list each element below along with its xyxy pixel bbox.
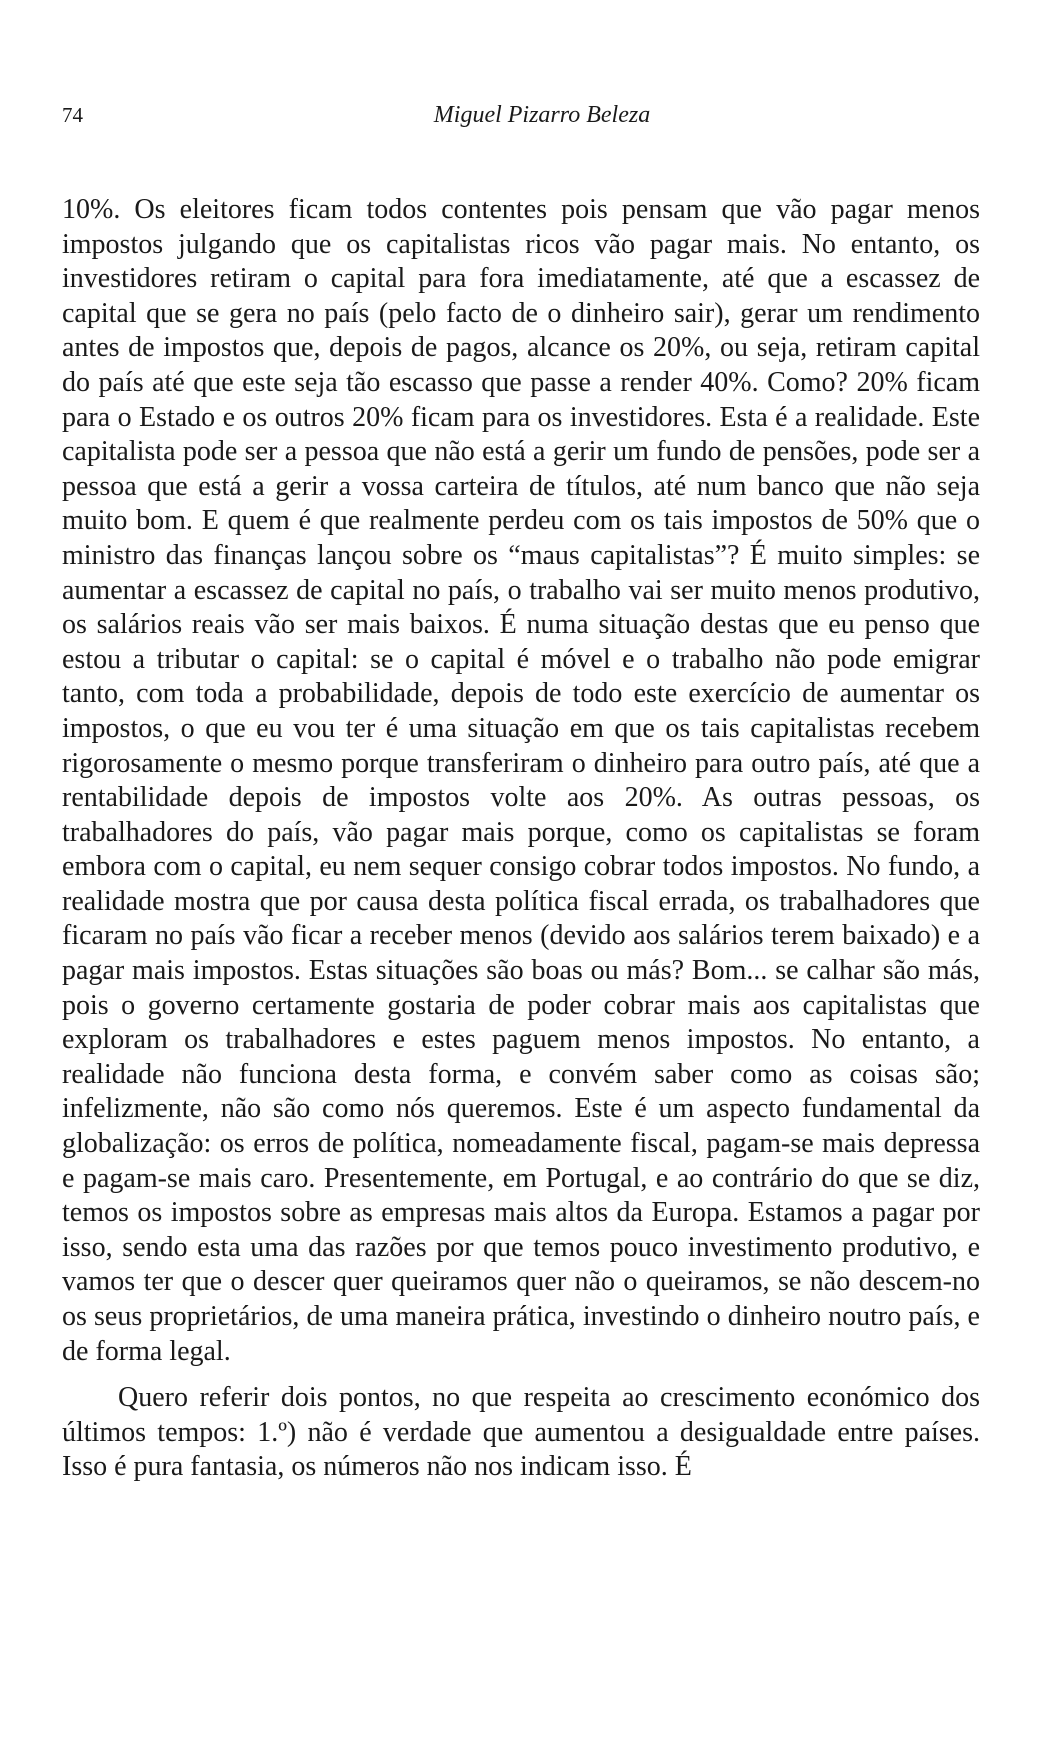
- page-header: [62, 98, 982, 132]
- paragraph-2: Quero referir dois pontos, no que respeita ao crescimento económico dos últimos tempos: 1.º) não é verdade que aumentou a desigualdade entre países. Isso é pura fantasia, os números não nos indicam isso. É: [62, 1382, 980, 1483]
- page-number: 74: [62, 103, 83, 127]
- paragraph-1: 10%. Os eleitores ficam todos contentes pois pensam que vão pagar menos impostos julgando que os capitalistas ricos vão pagar mais. No entanto, os investidores retiram o capital para fora imediatamente, até que a escassez de capital que se gera no país (pelo facto de o dinheiro sair), gerar um rendimento antes de impostos que, depois de pagos, alcance os 20%, ou seja, retiram capital do país até que este seja tão escasso que passe a render 40%. Como? 20% ficam para o Estado e os outros 20% ficam para os investidores. Esta é a realidade. Este capitalista pode ser a pessoa que não está a gerir um fundo de pensões, pode ser a pessoa que está a gerir a vossa carteira de títulos, até num banco que não seja muito bom. E quem é que realmente perdeu com os tais impostos de 50% que o ministro das finanças lançou sobre os “maus capitalistas”? É muito simples: se aumentar a escassez de capital no país, o trabalho vai ser muito menos produtivo, os salários reais vão ser mais baixos. É numa situação destas que eu penso que estou a tributar o capital: se o capital é móvel e o trabalho não pode emigrar tanto, com toda a probabilidade, depois de todo este exercício de aumentar os impostos, o que eu vou ter é uma situação em que os tais capitalistas recebem rigorosamente o mesmo porque transferiram o dinheiro para outro país, até que a rentabilidade depois de impostos volte aos 20%. As outras pessoas, os trabalhadores do país, vão pagar mais porque, como os capitalistas se foram embora com o capital, eu nem sequer consigo cobrar todos impostos. No fundo, a realidade mostra que por causa desta política fiscal errada, os trabalhadores que ficaram no país vão ficar a receber menos (devido aos salários terem baixado) e a pagar mais impostos. Estas situações são boas ou más? Bom... se calhar são más, pois o governo certamente gostaria de poder cobrar mais aos capitalistas que exploram os trabalhadores e estes paguem menos impostos. No entanto, a realidade não funciona desta forma, e convém saber como as coisas são; infelizmente, não são como nós queremos. Este é um aspecto fundamental da globalização: os erros de política, nomeadamente fiscal, pagam-se mais depressa e pagam-se mais caro. Presentemente, em Portugal, e ao contrário do que se diz, temos os impostos sobre as empresas mais altos da Europa. Estamos a pagar por isso, sendo esta uma das razões por que temos pouco investimento produtivo, e vamos ter que o descer quer queiramos quer não o queiramos, se não descem-no os seus proprietários, de uma maneira prática, investindo o dinheiro noutro país, e de forma legal.: [62, 194, 980, 1367]
- body-text: [62, 193, 980, 1485]
- running-head-author: Miguel Pizarro Beleza: [433, 102, 651, 128]
